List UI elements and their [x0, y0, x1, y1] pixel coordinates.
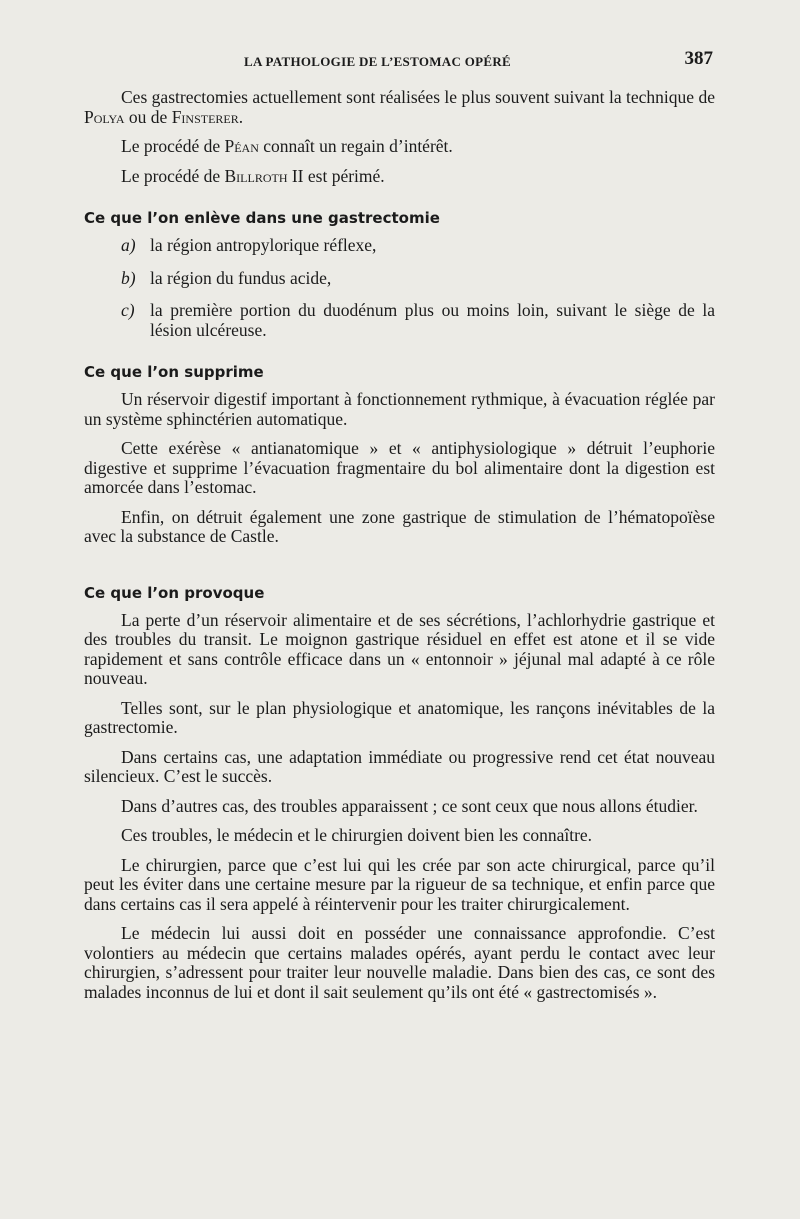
intro-paragraph: Le procédé de Péan connaît un regain d’intérêt.: [121, 136, 453, 156]
running-head: [84, 48, 715, 74]
body-paragraph: Le chirurgien, parce que c’est lui qui les crée par son acte chirurgical, parce qu’il peut les éviter dans une certaine mesure par la rigueur de sa technique, et enfin parce que dans certains cas il sera appelé à réintervenir pour les traiter chirurgicalement.: [84, 854, 715, 914]
author-name: Billroth: [224, 165, 288, 186]
page-body: [84, 88, 715, 1012]
intro-paragraph: Le procédé de Billroth II est périmé.: [121, 165, 385, 186]
body-paragraph: Telles sont, sur le plan physiologique et anatomique, les rançons inévitables de la gastrectomie.: [84, 697, 715, 737]
list-item: b) la région du fundus acide,: [121, 267, 332, 288]
body-paragraph: Enfin, on détruit également une zone gastrique de stimulation de l’hématopoïèse avec la substance de Castle.: [84, 506, 715, 546]
page-number: 387: [684, 48, 713, 69]
intro-paragraph: Ces gastrectomies actuellement sont réalisées le plus souvent suivant la technique de Polya ou de Finsterer.: [84, 87, 715, 127]
author-name: Polya: [84, 106, 125, 127]
section-heading: Ce que l’on supprime: [84, 363, 264, 381]
body-paragraph: Dans d’autres cas, des troubles apparaissent ; ce sont ceux que nous allons étudier.: [121, 795, 698, 816]
section-heading: Ce que l’on provoque: [84, 583, 265, 602]
body-paragraph: Cette exérèse « antianatomique » et « antiphysiologique » détruit l’euphorie digestive et supprime l’évacuation fragmentaire du bol alimentaire dont la digestion est amorcée dans l’estomac.: [84, 438, 715, 497]
body-paragraph: La perte d’un réservoir alimentaire et de ses sécrétions, l’achlorhydrie gastrique et des troubles du transit. Le moignon gastrique résiduel en effet est atone et il se vide rapidement et sans contrôle efficace dans un « entonnoir » jéjunal mal adapté à ce rôle nouveau.: [84, 609, 715, 688]
removed-items-list: [121, 236, 715, 340]
author-name: Péan: [224, 136, 259, 156]
list-item: c) la première portion du duodénum plus ou moins loin, suivant le siège de la lésion ulcéreuse.: [121, 300, 715, 340]
author-name: Finsterer: [171, 106, 239, 127]
running-head-title: LA PATHOLOGIE DE L’ESTOMAC OPÉRÉ: [244, 54, 512, 69]
list-item: a) la région antropylorique réflexe,: [121, 235, 377, 255]
section-heading: Ce que l’on enlève dans une gastrectomie: [84, 209, 440, 227]
body-paragraph: Un réservoir digestif important à fonctionnement rythmique, à évacuation réglée par un système sphinctérien automatique.: [84, 389, 715, 429]
body-paragraph: Le médecin lui aussi doit en posséder une connaissance approfondie. C’est volontiers au médecin que certains malades opérés, ayant perdu le contact avec leur chirurgien, s’adressent pour traiter leur nouvelle maladie. Dans bien des cas, ce sont des malades inconnus de lui et dont il sait seulement qu’ils ont été « gastrectomisés ».: [84, 923, 715, 1002]
body-paragraph: Ces troubles, le médecin et le chirurgien doivent bien les connaître.: [121, 825, 593, 845]
body-paragraph: Dans certains cas, une adaptation immédiate ou progressive rend cet état nouveau silencieux. C’est le succès.: [84, 746, 715, 786]
